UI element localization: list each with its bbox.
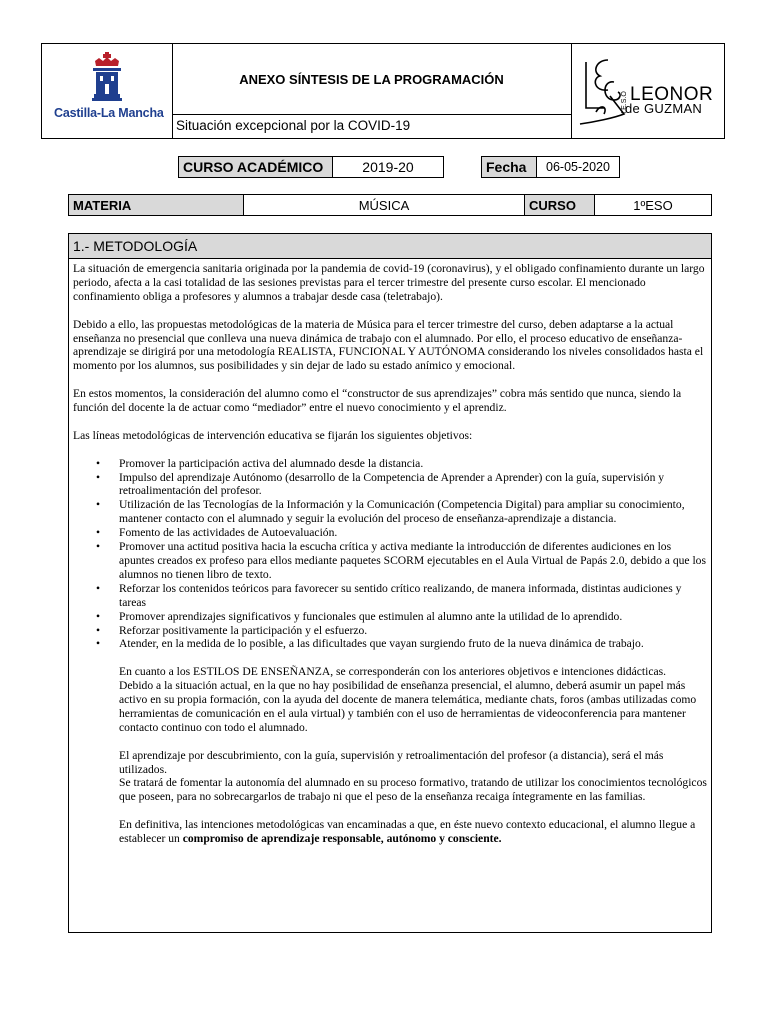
school-name-line1: LEONOR <box>630 84 714 105</box>
curso-academico-label: CURSO ACADÉMICO <box>178 156 333 178</box>
list-item: • Promover la participación activa del alumnado desde la distancia. <box>119 457 707 471</box>
paragraph-2: Debido a ello, las propuestas metodológicas de la materia de Música para el tercer trimestre del curso, deben adaptarse a la actual enseñanza no presencial que conlleva una nueva dinámica de trabajo con el alumnado. Por ello, el proceso educativo de enseñanza- aprendizaje se dirigirá por una metodología REALISTA, FUNCIONAL Y AUTÓNOMA considerando los niveles consolidados hasta el momento por los alumnos, sus posibilidades y sin dejar de lado su estado anímico y emocional. <box>73 317 704 373</box>
list-item: • Reforzar positivamente la participación y el esfuerzo. <box>119 624 707 638</box>
list-item: • Utilización de las Tecnologías de la Información y la Comunicación (Competencia Digital) para ampliar su conocimiento, mantener contacto con el alumnado y seguir la evolución del proceso de enseñanza-aprendizaje a distancia. <box>119 498 707 526</box>
school-name-line2: de GUZMAN <box>625 101 703 116</box>
paragraph-6a: El aprendizaje por descubrimiento, con la guía, supervisión y retroalimentación del profesor (a distancia), será el más utilizados. <box>119 748 664 776</box>
paragraph-5a: En cuanto a los ESTILOS DE ENSEÑANZA, se corresponderán con los anteriores objetivos e intenciones didácticas. <box>119 665 667 679</box>
materia-label: MATERIA <box>69 195 244 215</box>
fecha-label: Fecha <box>481 156 537 178</box>
curso-value: 1ºESO <box>633 197 673 213</box>
curso-academico-value: 2019-20 <box>332 156 444 178</box>
list-item: • Atender, en la medida de lo posible, a las dificultades que vayan surgiendo fruto de la nueva dinámica de trabajo. <box>119 637 707 651</box>
paragraph-6b: Se tratará de fomentar la autonomía del alumnado en su proceso formativo, tratando de utilizar los conocimientos tecnológicos que poseen, para no sobrecargarlos de trabajo ni que el peso de la enseñanza recaiga íntegramente en las familias. <box>119 776 707 804</box>
list-item: • Reforzar los contenidos teóricos para favorecer su sentido crítico realizando, de manera informada, distintas audiciones y tareas <box>119 582 707 610</box>
materia-row <box>68 194 712 216</box>
list-item: • Promover una actitud positiva hacia la escucha crítica y activa mediante la introducción de diferentes audiciones en los apuntes creados ex profeso para ellos mediante paquetes SCORM ejecutables en el Aula Virtual de Papás 2.0, debido a que los alumnos no tienen libro de texto. <box>119 540 707 582</box>
page-title: ANEXO SÍNTESIS DE LA PROGRAMACIÓN <box>172 44 571 115</box>
paragraph-7-text: En definitiva, las intenciones metodológicas van encaminadas a que, en éste nuevo contexto educacional, el alumno llegue a establecer un <box>119 818 696 846</box>
page-subtitle: Situación excepcional por la COVID-19 <box>176 118 411 133</box>
list-item: • Impulso del aprendizaje Autónomo (desarrollo de la Competencia de Aprender a Aprender) con la guía, supervisión y retroalimentación del profesor. <box>119 471 707 499</box>
paragraph-7 <box>119 818 707 846</box>
indented-block <box>73 665 707 846</box>
paragraph-3: En estos momentos, la consideración del alumno como el “constructor de sus aprendizajes” cobra más sentido que nunca, siendo la función del docente la de actuar como “mediador” entre el nuevo conocimiento y el aprendiz. <box>73 387 682 415</box>
list-item: • Promover aprendizajes significativos y funcionales que estimulen al alumno ante la utilidad de lo aprendido. <box>119 610 707 624</box>
crown-castle-icon <box>87 52 127 104</box>
castilla-la-mancha-logo <box>42 44 173 138</box>
list-item: • Fomento de las actividades de Autoevaluación. <box>119 526 707 540</box>
ieso-label: I.E.S.O <box>620 91 628 114</box>
document-header <box>41 43 725 139</box>
objectives-list <box>73 457 707 652</box>
materia-value: MÚSICA <box>244 195 525 215</box>
paragraph-7-bold: compromiso de aprendizaje responsable, autónomo y consciente. <box>182 832 502 846</box>
section-body <box>69 259 711 846</box>
header-title-area <box>172 44 572 138</box>
paragraph-1: La situación de emergencia sanitaria originada por la pandemia de covid-19 (coronavirus), y el obligado confinamiento durante un largo periodo, afecta a la casi totalidad de las sesiones previstas para el tercer trimestre del presente curso escolar. El mencionado confinamiento obliga a profesores y alumnos a trabajar desde casa (teletrabajo). <box>73 262 705 303</box>
paragraph-5b: Debido a la situación actual, en la que no hay posibilidad de enseñanza presencial, el alumno, deberá asumir un papel más activo en su propia formación, con la ayuda del docente de manera telemática, mediante chats, foros (ambas utilizadas como herramientas de comunicación en el aula virtual) y también con el uso de herramientas de videoconferencia para mantener contacto continuo con todo el alumnado. <box>119 679 697 734</box>
paragraph-4: Las líneas metodológicas de intervención educativa se fijarán los siguientes objetivos: <box>73 428 473 442</box>
section-heading: 1.- METODOLOGÍA <box>69 234 711 259</box>
curso-label: CURSO <box>525 195 595 215</box>
school-logo <box>572 44 724 138</box>
fecha-value: 06-05-2020 <box>536 156 620 178</box>
castilla-la-mancha-text: Castilla-La Mancha <box>54 106 164 120</box>
metodologia-section <box>68 233 712 933</box>
